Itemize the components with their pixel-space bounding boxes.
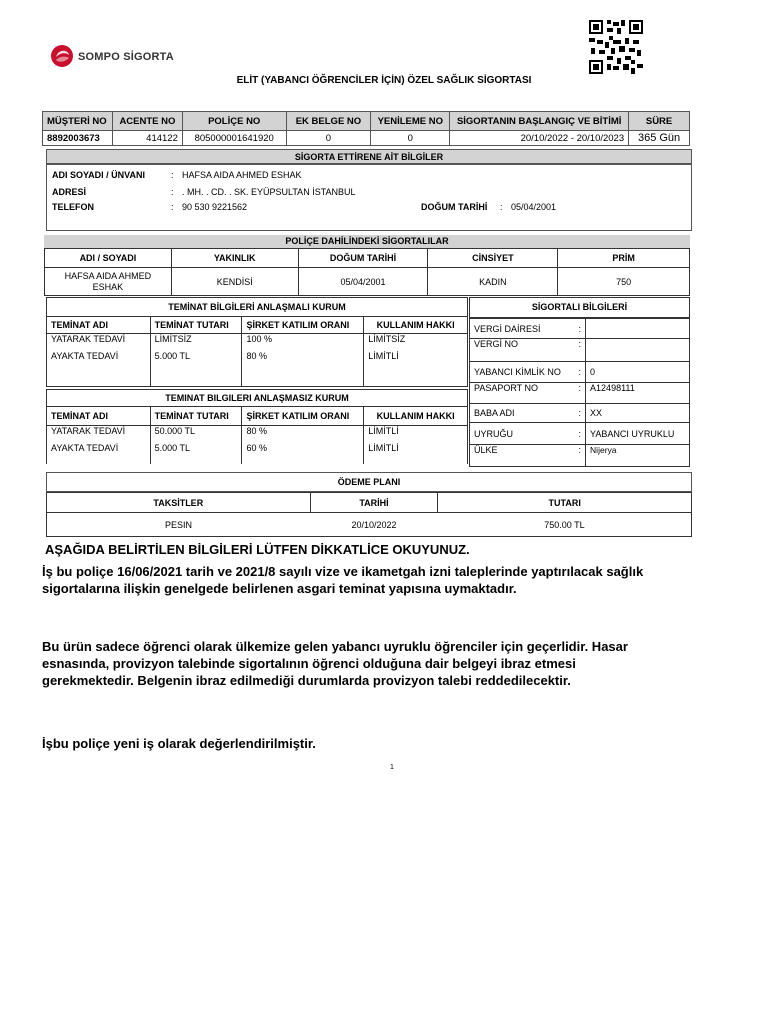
- col-coverage-period: SİGORTANIN BAŞLANGIÇ VE BİTİMİ: [450, 112, 629, 131]
- coverage-col-amount: TEMİNAT TUTARI: [150, 317, 242, 334]
- info-value: Nijerya: [586, 445, 690, 467]
- payment-installment: PESIN: [47, 513, 311, 537]
- coverage-cell: YATARAK TEDAVİ: [47, 334, 151, 351]
- insureds-col-relation: YAKINLIK: [171, 249, 298, 268]
- payment-col-date: TARİHİ: [310, 493, 438, 513]
- insureds-col-gender: CİNSİYET: [428, 249, 558, 268]
- info-value: YABANCI UYRUKLU: [586, 423, 690, 445]
- address-value: . MH. . CD. . SK. EYÜPSULTAN İSTANBUL: [182, 187, 356, 197]
- table-row: [47, 443, 468, 464]
- table-row: [45, 268, 690, 296]
- coverage-cell: LİMİTLİ: [364, 426, 468, 443]
- coverage-cell: 5.000 TL: [150, 351, 242, 387]
- col-agency-no: ACENTE NO: [112, 112, 182, 131]
- payment-date: 20/10/2022: [310, 513, 438, 537]
- table-row: [470, 445, 690, 467]
- birth-value: 05/04/2001: [511, 202, 557, 212]
- info-colon: :: [575, 319, 586, 339]
- policy-no: 805000001641920: [182, 131, 286, 146]
- col-policy-no: POLİÇE NO: [182, 112, 286, 131]
- phone-label: TELEFON: [52, 202, 94, 212]
- table-row: [470, 404, 690, 423]
- table-row: [470, 423, 690, 445]
- info-colon: :: [575, 445, 586, 467]
- coverage-col-name: TEMİNAT ADI: [47, 317, 151, 334]
- document-title: ELİT (YABANCI ÖĞRENCİLER İÇİN) ÖZEL SAĞLIK SİGORTASI: [236, 75, 532, 86]
- name-colon: :: [171, 170, 174, 180]
- col-endorsement-no: EK BELGE NO: [286, 112, 371, 131]
- coverage-noncontracted-table: [46, 389, 468, 464]
- info-value: [586, 339, 690, 362]
- logo-text: SOMPO SİGORTA: [78, 51, 174, 63]
- payment-col-installments: TAKSİTLER: [47, 493, 311, 513]
- coverage-cell: LİMİTLİ: [364, 351, 468, 387]
- table-row: [470, 319, 690, 339]
- coverage-noncontracted-title: TEMINAT BILGILERI ANLAŞMASIZ KURUM: [47, 390, 468, 407]
- payment-plan-table: [46, 492, 692, 537]
- insured-gender: KADIN: [428, 268, 558, 296]
- info-label: VERGİ NO: [470, 339, 575, 362]
- insured-party-title: SİGORTA ETTİRENE AİT BİLGİLER: [46, 149, 692, 165]
- agency-no: 414122: [112, 131, 182, 146]
- coverage-contracted-table: [46, 297, 468, 387]
- coverage-col-amount: TEMİNAT TUTARI: [150, 407, 242, 426]
- renewal-no: 0: [371, 131, 450, 146]
- coverage-col-share: ŞİRKET KATILIM ORANI: [242, 317, 364, 334]
- insured-premium: 750: [558, 268, 690, 296]
- insured-info-table: [469, 318, 690, 467]
- name-value: HAFSA AIDA AHMED ESHAK: [182, 170, 302, 180]
- col-customer-no: MÜŞTERİ NO: [43, 112, 113, 131]
- notice-heading: AŞAĞIDA BELİRTİLEN BİLGİLERİ LÜTFEN DİKKATLİCE OKUYUNUZ.: [45, 542, 470, 557]
- coverage-col-usage: KULLANIM HAKKI: [364, 407, 468, 426]
- qr-code-icon: [589, 20, 643, 74]
- insured-relation: KENDİSİ: [171, 268, 298, 296]
- coverage-cell: 60 %: [242, 443, 364, 464]
- info-label: PASAPORT NO: [470, 383, 575, 404]
- logo-mark-icon: [50, 44, 74, 68]
- table-row: [47, 426, 468, 443]
- coverage-cell: AYAKTA TEDAVİ: [47, 443, 151, 464]
- insureds-col-name: ADI / SOYADI: [45, 249, 172, 268]
- payment-header-row: [47, 493, 692, 513]
- info-colon: :: [575, 362, 586, 383]
- coverage-col-usage: KULLANIM HAKKI: [364, 317, 468, 334]
- info-label: YABANCI KİMLİK NO: [470, 362, 575, 383]
- coverage-col-share: ŞİRKET KATILIM ORANI: [242, 407, 364, 426]
- address-label: ADRESİ: [52, 187, 87, 197]
- insureds-header-row: [45, 249, 690, 268]
- duration: 365 Gün: [629, 131, 690, 146]
- info-colon: :: [575, 404, 586, 423]
- coverage-cell: LİMİTSİZ: [150, 334, 242, 351]
- coverage-cell: 50.000 TL: [150, 426, 242, 443]
- coverage-noncontracted-title-row: [47, 390, 468, 407]
- insured-birthdate: 05/04/2001: [298, 268, 428, 296]
- info-value: [586, 319, 690, 339]
- insureds-title: POLİÇE DAHİLİNDEKİ SİGORTALILAR: [44, 235, 690, 248]
- company-logo: [50, 42, 180, 72]
- info-value: 0: [586, 362, 690, 383]
- policy-header-values: [43, 131, 690, 146]
- table-row: [470, 383, 690, 404]
- insureds-col-birthdate: DOĞUM TARİHİ: [298, 249, 428, 268]
- coverage-cell: 100 %: [242, 334, 364, 351]
- endorsement-no: 0: [286, 131, 371, 146]
- coverage-cell: 80 %: [242, 426, 364, 443]
- customer-no: 8892003673: [43, 131, 113, 146]
- coverage-period: 20/10/2022 - 20/10/2023: [450, 131, 629, 146]
- coverage-col-name: TEMİNAT ADI: [47, 407, 151, 426]
- insureds-col-premium: PRİM: [558, 249, 690, 268]
- coverage-cell: LİMİTLİ: [364, 443, 468, 464]
- table-row: [47, 513, 692, 537]
- payment-plan-title: ÖDEME PLANI: [46, 472, 692, 492]
- info-colon: :: [575, 383, 586, 404]
- info-label: VERGİ DAİRESİ: [470, 319, 575, 339]
- table-row: [470, 339, 690, 362]
- notice-paragraph-1: İş bu poliçe 16/06/2021 tarih ve 2021/8 sayılı vize ve ikametgah izni taleplerinde yaptırılacak sağlık sigortalarına ilişkin genelgede belirlenen asgari teminat yapısına uymaktadır.: [42, 564, 644, 596]
- coverage-contracted-title-row: [47, 298, 468, 317]
- notice-paragraph-3: İşbu poliçe yeni iş olarak değerlendirilmiştir.: [42, 736, 316, 751]
- payment-amount: 750.00 TL: [438, 513, 692, 537]
- insured-name: HAFSA AIDA AHMED ESHAK: [45, 268, 172, 296]
- birth-colon: :: [500, 202, 503, 212]
- address-colon: :: [171, 187, 174, 197]
- name-label: ADI SOYADI / ÜNVANI: [52, 170, 146, 180]
- insured-info-title: SİGORTALI BİLGİLERİ: [469, 297, 690, 318]
- coverage-cell: LİMİTSİZ: [364, 334, 468, 351]
- col-duration: SÜRE: [629, 112, 690, 131]
- table-row: [47, 334, 468, 351]
- coverage-noncontracted-header-row: [47, 407, 468, 426]
- birth-label: DOĞUM TARİHİ: [421, 202, 488, 212]
- info-label: BABA ADI: [470, 404, 575, 423]
- info-value: XX: [586, 404, 690, 423]
- info-value: A12498111: [586, 383, 690, 404]
- phone-value: 90 530 9221562: [182, 202, 248, 212]
- col-renewal-no: YENİLEME NO: [371, 112, 450, 131]
- info-colon: :: [575, 423, 586, 445]
- insureds-table: [44, 248, 690, 296]
- info-label: ÜLKE: [470, 445, 575, 467]
- table-row: [47, 351, 468, 387]
- info-label: UYRUĞU: [470, 423, 575, 445]
- info-colon: :: [575, 339, 586, 362]
- coverage-cell: AYAKTA TEDAVİ: [47, 351, 151, 387]
- coverage-contracted-header-row: [47, 317, 468, 334]
- page-number: 1: [390, 764, 394, 771]
- payment-col-amount: TUTARI: [438, 493, 692, 513]
- coverage-cell: 5.000 TL: [150, 443, 242, 464]
- policy-header-columns: [43, 112, 690, 131]
- coverage-cell: 80 %: [242, 351, 364, 387]
- notice-paragraph-2: Bu ürün sadece öğrenci olarak ülkemize gelen yabancı uyruklu öğrenciler için geçerlidir. Hasar esnasında, provizyon talebinde sigortalının öğrenci olduğuna dair belgeyi ibraz etmesi gerekmektedir. Belgenin ibraz edilmediği durumlarda provizyon talebi reddedilecektir.: [42, 639, 628, 688]
- coverage-cell: YATARAK TEDAVİ: [47, 426, 151, 443]
- policy-header-table: [42, 111, 690, 146]
- table-row: [470, 362, 690, 383]
- phone-colon: :: [171, 202, 174, 212]
- coverage-contracted-title: TEMİNAT BİLGİLERİ ANLAŞMALI KURUM: [47, 298, 468, 317]
